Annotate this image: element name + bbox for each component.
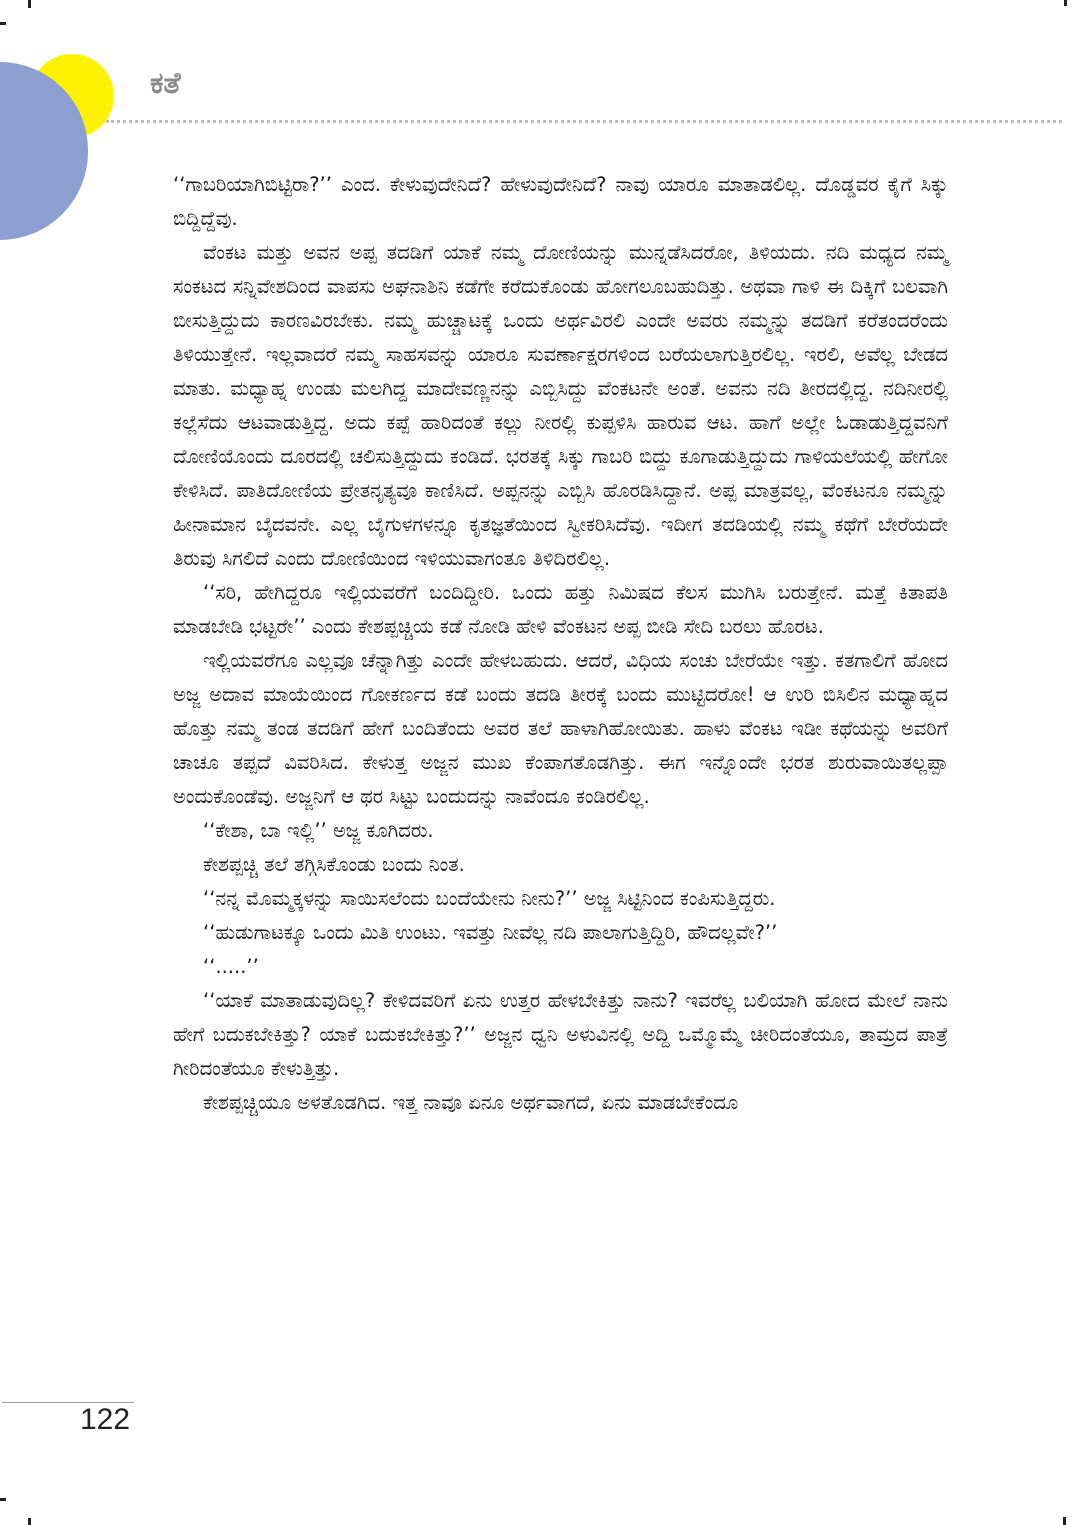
paragraph: ‘‘ಹುಡುಗಾಟಕ್ಕೂ ಒಂದು ಮಿತಿ ಉಂಟು. ಇವತ್ತು ನೀವೆಲ್ಲ ನದಿ ಪಾಲಾಗುತ್ತಿದ್ದಿರಿ, ಹೌದಲ್ಲವೇ?’’ [203,921,778,944]
crop-mark-bottom-left-v [28,1518,31,1525]
page-number: 122 [80,1403,131,1436]
paragraph: ಕೇಶಪ್ಪಚ್ಚಿಯೂ ಅಳತೊಡಗಿದ. ಇತ್ತ ನಾವೂ ಏನೂ ಅರ್ಥವಾಗದೆ, ಏನು ಮಾಡಬೇಕೆಂದೂ [203,1091,739,1114]
section-label: ಕತೆ [150,66,181,101]
crop-mark-top-left-v [28,0,31,8]
crop-mark-top-right-v [1064,0,1067,6]
paragraph: ‘‘ಕೇಶಾ, ಬಾ ಇಲ್ಲಿ’’ ಅಜ್ಜ ಕೂಗಿದರು. [203,819,434,842]
paragraph: ‘‘ನನ್ನ ಮೊಮ್ಮಕ್ಕಳನ್ನು ಸಾಯಿಸಲೆಂದು ಬಂದೆಯೇನು ನೀನು?’’ ಅಜ್ಜ ಸಿಟ್ಟಿನಿಂದ ಕಂಪಿಸುತ್ತಿದ್ದರು. [203,887,776,910]
paragraph: ಇಲ್ಲಿಯವರೆಗೂ ಎಲ್ಲವೂ ಚೆನ್ನಾಗಿತ್ತು ಎಂದೇ ಹೇಳಬಹುದು. ಆದರೆ, ವಿಧಿಯ ಸಂಚು ಬೇರೆಯೇ ಇತ್ತು. ಕತಗಾಲಿಗೆ ಹೋದ ಅಜ್ಜ ಅದಾವ ಮಾಯೆಯಿಂದ ಗೋಕರ್ಣದ ಕಡೆ ಬಂದು ತದಡಿ ತೀರಕ್ಕೆ ಬಂದು ಮುಟ್ಟಿದರೋ! ಆ ಉರಿ ಬಿಸಿಲಿನ ಮಧ್ಯಾಹ್ನದ ಹೊತ್ತು ನಮ್ಮ ತಂಡ ತದಡಿಗೆ ಹೇಗೆ ಬಂದಿತೆಂದು ಅವರ ತಲೆ ಹಾಳಾಗಿಹೋಯಿತು. ಹಾಳು ವೆಂಕಟ ಇಡೀ ಕಥೆಯನ್ನು ಅವರಿಗೆ ಚಾಚೂ ತಪ್ಪದೆ ವಿವರಿಸಿದ. ಕೇಳುತ್ತ ಅಜ್ಜನ ಮುಖ ಕೆಂಪಾಗತೊಡಗಿತ್ತು. ಈಗ ಇನ್ನೊಂದೇ ಭರತ ಶುರುವಾಯಿತಲ್ಲಪ್ಪಾ ಅಂದುಕೊಂಡೆವು. ಅಜ್ಜನಿಗೆ ಆ ಥರ ಸಿಟ್ಟು ಬಂದುದನ್ನು ನಾವೆಂದೂ ಕಂಡಿರಲಿಲ್ಲ. [173,649,948,808]
paragraph: ‘‘ಸರಿ, ಹೇಗಿದ್ದರೂ ಇಲ್ಲಿಯವರೆಗೆ ಬಂದಿದ್ದೀರಿ. ಒಂದು ಹತ್ತು ನಿಮಿಷದ ಕೆಲಸ ಮುಗಿಸಿ ಬರುತ್ತೇನೆ. ಮತ್ತೆ ಕಿತಾಪತಿ ಮಾಡಬೇಡಿ ಭಟ್ಟರೇ’’ ಎಂದು ಕೇಶಪ್ಪಚ್ಚಿಯ ಕಡೆ ನೋಡಿ ಹೇಳಿ ವೆಂಕಟನ ಅಪ್ಪ ಬೀಡಿ ಸೇದಿ ಬರಲು ಹೊರಟ. [173,581,948,638]
dotted-divider [106,120,1062,123]
crop-mark-bottom-right-v [1063,1517,1066,1525]
paragraph: ‘‘.....’’ [203,955,259,978]
paragraph: ವೆಂಕಟ ಮತ್ತು ಅವನ ಅಪ್ಪ ತದಡಿಗೆ ಯಾಕೆ ನಮ್ಮ ದೋಣಿಯನ್ನು ಮುನ್ನಡೆಸಿದರೋ, ತಿಳಿಯದು. ನದಿ ಮಧ್ಯದ ನಮ್ಮ ಸಂಕಟದ ಸನ್ನಿವೇಶದಿಂದ ವಾಪಸು ಅಘನಾಶಿನಿ ಕಡೆಗೇ ಕರೆದುಕೊಂಡು ಹೋಗಲೂಬಹುದಿತ್ತು. ಅಥವಾ ಗಾಳಿ ಈ ದಿಕ್ಕಿಗೆ ಬಲವಾಗಿ ಬೀಸುತ್ತಿದ್ದುದು ಕಾರಣವಿರಬೇಕು. ನಮ್ಮ ಹುಚ್ಚಾಟಕ್ಕೆ ಒಂದು ಅರ್ಥವಿರಲಿ ಎಂದೇ ಅವರು ನಮ್ಮನ್ನು ತದಡಿಗೆ ಕರೆತಂದರೆಂದು ತಿಳಿಯುತ್ತೇನೆ. ಇಲ್ಲವಾದರೆ ನಮ್ಮ ಸಾಹಸವನ್ನು ಯಾರೂ ಸುವರ್ಣಾಕ್ಷರಗಳಿಂದ ಬರೆಯಲಾಗುತ್ತಿರಲಿಲ್ಲ. ಇರಲಿ, ಅವೆಲ್ಲ ಬೇಡದ ಮಾತು. ಮಧ್ಯಾಹ್ನ ಉಂಡು ಮಲಗಿದ್ದ ಮಾದೇವಣ್ಣನನ್ನು ಎಬ್ಬಿಸಿದ್ದು ವೆಂಕಟನೇ ಅಂತೆ. ಅವನು ನದಿ ತೀರದಲ್ಲಿದ್ದ. ನದಿನೀರಲ್ಲಿ ಕಲ್ಲೆಸೆದು ಆಟವಾಡುತ್ತಿದ್ದ. ಅದು ಕಪ್ಪೆ ಹಾರಿದಂತೆ ಕಲ್ಲು ನೀರಲ್ಲಿ ಕುಪ್ಪಳಿಸಿ ಹಾರುವ ಆಟ. ಹಾಗೆ ಅಲ್ಲೇ ಓಡಾಡುತ್ತಿದ್ದವನಿಗೆ ದೋಣಿಯೊಂದು ದೂರದಲ್ಲಿ ಚಲಿಸುತ್ತಿದ್ದುದು ಕಂಡಿದೆ. ಭರತಕ್ಕೆ ಸಿಕ್ಕು ಗಾಬರಿ ಬಿದ್ದು ಕೂಗಾಡುತ್ತಿದ್ದುದು ಗಾಳಿಯಲೆಯಲ್ಲಿ ಹೇಗೋ ಕೇಳಿಸಿದೆ. ಪಾತಿದೋಣಿಯ ಪ್ರೇತನೃತ್ಯವೂ ಕಾಣಿಸಿದೆ. ಅಪ್ಪನನ್ನು ಎಬ್ಬಿಸಿ ಹೊರಡಿಸಿದ್ದಾನೆ. ಅಪ್ಪ ಮಾತ್ರವಲ್ಲ, ವೆಂಕಟನೂ ನಮ್ಮನ್ನು ಹೀನಾಮಾನ ಬೈದವನೇ. ಎಲ್ಲ ಬೈಗುಳಗಳನ್ನೂ ಕೃತಜ್ಞತೆಯಿಂದ ಸ್ವೀಕರಿಸಿದೆವು. ಇದೀಗ ತದಡಿಯಲ್ಲಿ ನಮ್ಮ ಕಥೆಗೆ ಬೇರೆಯದೇ ತಿರುವು ಸಿಗಲಿದೆ ಎಂದು ದೋಣಿಯಿಂದ ಇಳಿಯುವಾಗಂತೂ ತಿಳಿದಿರಲಿಲ್ಲ. [173,241,948,570]
story-body [173,168,948,1120]
crop-mark-top-left-h [0,22,6,25]
crop-mark-bottom-left-h [0,1498,6,1501]
paragraph: ‘‘ಯಾಕೆ ಮಾತಾಡುವುದಿಲ್ಲ? ಕೇಳಿದವರಿಗೆ ಏನು ಉತ್ತರ ಹೇಳಬೇಕಿತ್ತು ನಾನು? ಇವರೆಲ್ಲ ಬಲಿಯಾಗಿ ಹೋದ ಮೇಲೆ ನಾನು ಹೇಗೆ ಬದುಕಬೇಕಿತ್ತು? ಯಾಕೆ ಬದುಕಬೇಕಿತ್ತು?’’ ಅಜ್ಜನ ಧ್ವನಿ ಅಳುವಿನಲ್ಲಿ ಅದ್ದಿ ಒಮ್ಮೊಮ್ಮೆ ಚೀರಿದಂತೆಯೂ, ತಾಮ್ರದ ಪಾತ್ರೆ ಗೀರಿದಂತೆಯೂ ಕೇಳುತ್ತಿತ್ತು. [173,989,948,1080]
paragraph: ಕೇಶಪ್ಪಚ್ಚಿ ತಲೆ ತಗ್ಗಿಸಿಕೊಂಡು ಬಂದು ನಿಂತ. [203,853,465,876]
paragraph: ‘‘ಗಾಬರಿಯಾಗಿಬಿಟ್ಟಿರಾ?’’ ಎಂದ. ಕೇಳುವುದೇನಿದೆ? ಹೇಳುವುದೇನಿದೆ? ನಾವು ಯಾರೂ ಮಾತಾಡಲಿಲ್ಲ. ದೊಡ್ಡವರ ಕೈಗೆ ಸಿಕ್ಕು ಬಿದ್ದಿದ್ದೆವು. [173,173,948,230]
